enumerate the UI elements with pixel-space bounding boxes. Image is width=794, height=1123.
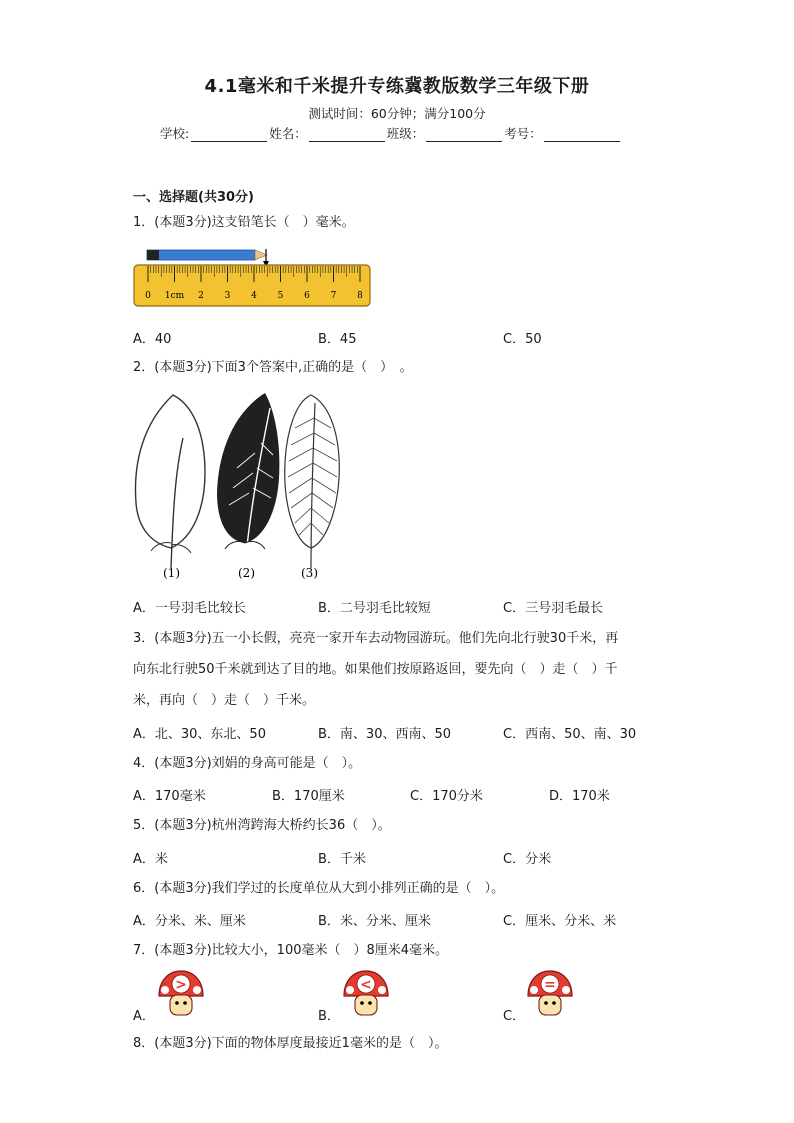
school-blank[interactable] [191, 127, 267, 142]
question-6: 6．(本题3分)我们学过的长度单位从大到小排列正确的是（ ）。 [133, 881, 505, 896]
question-8: 8．(本题3分)下面的物体厚度最接近1毫米的是（ ）。 [133, 1036, 448, 1051]
pencil-tip [255, 250, 267, 260]
exam-no-blank[interactable] [544, 127, 620, 142]
ruler-label: 3 [224, 291, 231, 301]
q7-option-b-label[interactable]: B． [318, 1009, 340, 1024]
question-2: 2．(本题3分)下面3个答案中,正确的是（ ） 。 [133, 360, 413, 375]
question-3-line-3: 米，再向（ ）走（ ）千米。 [133, 693, 316, 708]
q1-option-a[interactable]: A．40 [133, 332, 172, 347]
q3-option-b[interactable]: B．南、30、西南、50 [318, 727, 452, 742]
q2-option-a[interactable]: A．一号羽毛比较长 [133, 601, 246, 616]
question-1: 1．(本题3分)这支铅笔长（ ）毫米。 [133, 215, 355, 230]
greater-symbol: > [175, 977, 187, 993]
feather-2-label: (2) [238, 566, 255, 580]
ruler-label: 5 [277, 291, 284, 301]
q1-option-b[interactable]: B．45 [318, 332, 357, 347]
q7-option-a-label[interactable]: A． [133, 1009, 155, 1024]
section-title: 一、选择题(共30分) [133, 190, 254, 205]
pencil-ruler-image [133, 246, 373, 312]
class-label: 班级： [386, 126, 425, 141]
question-3-line-1: 3．(本题3分)五一小长假，亮亮一家开车去动物园游玩。他们先向北行驶30千米，再 [133, 631, 619, 646]
q4-option-b[interactable]: B．170厘米 [272, 789, 345, 804]
q5-option-b[interactable]: B．千米 [318, 852, 366, 867]
q6-option-c[interactable]: C．厘米、分米、米 [503, 914, 617, 929]
ruler-label: 1cm [164, 291, 185, 301]
test-time: 测试时间：60分钟；满分100分 [308, 106, 486, 121]
feather-3-label: (3) [301, 566, 318, 580]
ruler-label: 7 [330, 291, 337, 301]
q5-option-c[interactable]: C．分米 [503, 852, 552, 867]
pencil-body [147, 250, 255, 260]
class-blank[interactable] [426, 127, 502, 142]
feathers-image [133, 393, 353, 587]
q6-option-a[interactable]: A．分米、米、厘米 [133, 914, 246, 929]
name-label: 姓名： [269, 126, 307, 141]
exam-no-label: 考号： [504, 126, 542, 141]
equal-symbol: = [544, 977, 556, 993]
ruler-labels [145, 291, 363, 301]
question-4: 4．(本题3分)刘娟的身高可能是（ ）。 [133, 756, 362, 771]
feather-3 [285, 395, 340, 568]
question-3-line-2: 向东北行驶50千米就到达了目的地。如果他们按原路返回，要先向（ ）走（ ）千 [133, 662, 618, 677]
mushroom-greater-icon[interactable] [155, 968, 207, 1024]
ruler-label: 4 [251, 291, 257, 301]
ruler-label: 2 [198, 291, 204, 301]
mushroom-equal-icon[interactable] [524, 968, 576, 1024]
ruler-label: 0 [145, 291, 151, 301]
question-5: 5．(本题3分)杭州湾跨海大桥约长36（ ）。 [133, 818, 391, 833]
feather-1 [135, 395, 205, 568]
name-blank[interactable] [309, 127, 385, 142]
q3-option-c[interactable]: C．西南、50、南、30 [503, 727, 637, 742]
feather-2 [217, 393, 279, 565]
q2-option-c[interactable]: C．三号羽毛最长 [503, 601, 604, 616]
less-symbol: < [360, 977, 372, 993]
q6-option-b[interactable]: B．米、分米、厘米 [318, 914, 431, 929]
student-info-line [160, 124, 622, 142]
ruler-label: 8 [357, 291, 363, 301]
q4-option-d[interactable]: D．170米 [549, 789, 610, 804]
ruler-label: 6 [304, 291, 310, 301]
q4-option-a[interactable]: A．170毫米 [133, 789, 206, 804]
feather-1-label: (1) [163, 566, 180, 580]
q1-option-c[interactable]: C．50 [503, 332, 542, 347]
q7-option-c-label[interactable]: C． [503, 1009, 526, 1024]
page-title: 4.1毫米和千米提升专练冀教版数学三年级下册 [204, 76, 590, 97]
q3-option-a[interactable]: A．北、30、东北、50 [133, 727, 266, 742]
q4-option-c[interactable]: C．170分米 [410, 789, 483, 804]
school-label: 学校: [160, 126, 190, 141]
q5-option-a[interactable]: A．米 [133, 852, 168, 867]
q2-option-b[interactable]: B．二号羽毛比较短 [318, 601, 431, 616]
pencil-end [147, 250, 159, 260]
mushroom-less-icon[interactable] [340, 968, 392, 1024]
question-7: 7．(本题3分)比较大小，100毫米（ ）8厘米4毫米。 [133, 943, 449, 958]
